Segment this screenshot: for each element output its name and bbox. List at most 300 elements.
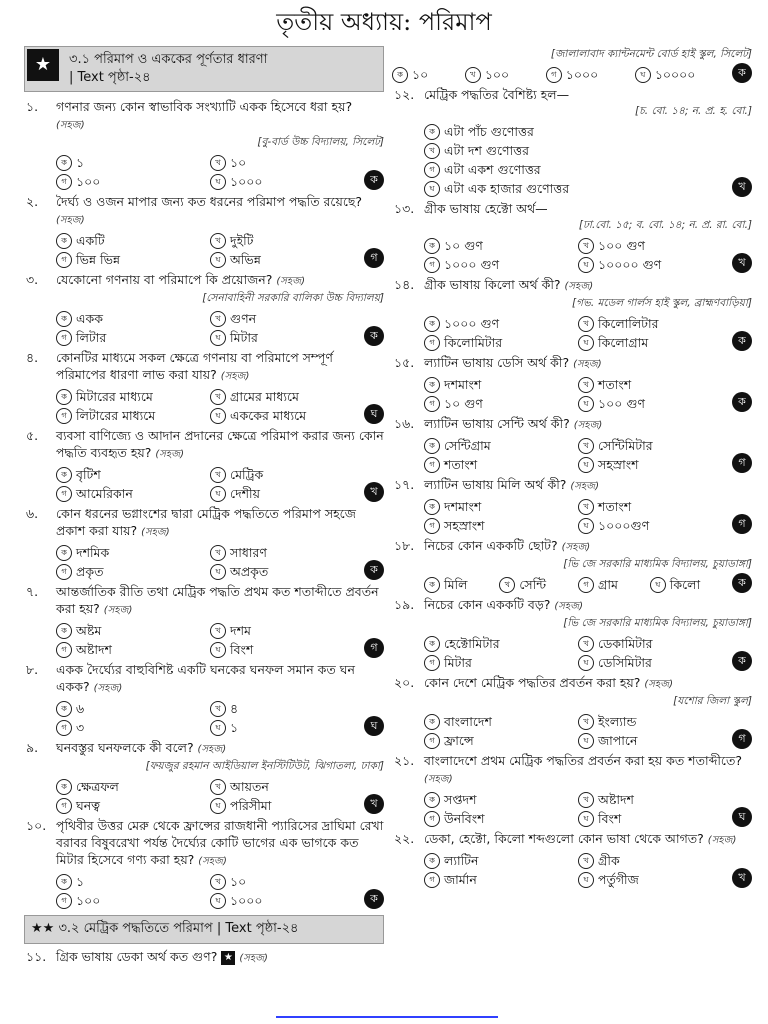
option-4[interactable] — [578, 256, 724, 273]
question-number: ২২. — [394, 831, 415, 846]
option-1[interactable] — [424, 315, 570, 332]
option-marker: ঘ — [578, 811, 594, 827]
option-text: ভিন্ন ভিন্ন — [76, 252, 121, 267]
option-text: পর্তুগীজ — [598, 872, 639, 887]
option-text: সহস্রাংশ — [598, 457, 639, 472]
options — [424, 576, 752, 593]
option-text: মিটার — [444, 655, 472, 670]
option-marker: ক — [424, 714, 440, 730]
option-marker: ক — [424, 853, 440, 869]
option-marker: ঘ — [210, 893, 226, 909]
option-1[interactable] — [56, 544, 202, 561]
source-note: [ভি জে সরকারি মাধ্যমিক বিদ্যালয়, চুয়াডাঙ্গা] — [563, 558, 752, 570]
answer-badge: গ — [364, 638, 384, 658]
option-2[interactable] — [578, 437, 724, 454]
question-number: ১১. — [26, 949, 47, 964]
option-3[interactable] — [56, 797, 202, 814]
option-marker: ঘ — [210, 720, 226, 736]
option-text: এককের মাধ্যমে — [230, 408, 307, 423]
question-text: গ্রীক ভাষায় হেক্টো অর্থ— — [424, 201, 548, 216]
option-1[interactable] — [424, 635, 570, 652]
option-4[interactable] — [210, 797, 356, 814]
option-text: মেট্রিক — [230, 467, 264, 482]
option-4[interactable] — [578, 732, 724, 749]
option-text: ১ — [230, 720, 239, 735]
option-marker: গ — [56, 252, 72, 268]
question-number: ৮. — [26, 662, 39, 677]
option-3[interactable] — [424, 456, 570, 473]
option-text: ১০০ — [76, 174, 101, 189]
question-number: ২১. — [394, 753, 415, 768]
question-text: ল্যাটিন ভাষায় ডেসি অর্থ কী? — [424, 355, 574, 370]
option-3[interactable] — [424, 256, 570, 273]
option-1[interactable] — [424, 852, 570, 869]
option-marker: ঘ — [210, 486, 226, 502]
difficulty-tag: (সহজ) — [570, 481, 599, 492]
question-item — [24, 739, 384, 814]
option-4[interactable] — [210, 485, 356, 502]
option-marker: ক — [424, 316, 440, 332]
option-2[interactable] — [578, 237, 724, 254]
text-page-label: | Text পৃষ্ঠা-২৪ — [216, 921, 299, 936]
option-marker: ক — [56, 623, 72, 639]
star-icon: ★ — [27, 49, 59, 81]
option-marker: ঘ — [210, 642, 226, 658]
difficulty-tag: (সহজ) — [103, 605, 133, 616]
option-4[interactable] — [210, 719, 356, 736]
option-text: একক — [76, 311, 103, 326]
option-marker: গ — [56, 720, 72, 736]
option-text: ঘনত্ব — [76, 798, 101, 813]
option-1[interactable] — [424, 791, 570, 808]
question-number: ১৭. — [394, 477, 415, 492]
option-1[interactable] — [56, 622, 202, 639]
difficulty-tag: (সহজ) — [141, 527, 170, 538]
option-marker: খ — [210, 779, 226, 795]
option-2[interactable] — [210, 466, 356, 483]
option-text: ১০০০ গুণ — [444, 257, 500, 272]
option-marker: ক — [56, 233, 72, 249]
option-2[interactable] — [578, 315, 724, 332]
option-marker: ক — [424, 124, 440, 140]
option-1[interactable] — [424, 437, 570, 454]
option-marker: গ — [424, 518, 440, 534]
options — [392, 66, 752, 83]
option-marker: গ — [424, 335, 440, 351]
difficulty-tag: (সহজ) — [220, 371, 250, 382]
question-number: ১৮. — [394, 538, 415, 553]
answer-badge: খ — [732, 177, 752, 197]
option-2[interactable] — [578, 791, 724, 808]
answer-badge: ক — [732, 651, 752, 671]
option-text: দশমাংশ — [444, 499, 482, 514]
option-2[interactable] — [210, 310, 356, 327]
question-number: ১৯. — [394, 597, 415, 612]
option-marker: ক — [424, 238, 440, 254]
option-text: ক্ষেত্রফল — [76, 779, 119, 794]
option-text: ১০ গুণ — [444, 396, 483, 411]
option-1[interactable] — [56, 873, 202, 890]
difficulty-tag: (সহজ) — [197, 744, 227, 755]
option-1[interactable] — [56, 388, 202, 405]
option-1[interactable] — [424, 123, 724, 140]
question-number: ৩. — [26, 272, 39, 287]
option-2[interactable] — [210, 700, 356, 717]
difficulty-tag: (সহজ) — [573, 420, 603, 431]
option-1[interactable] — [56, 778, 202, 795]
option-text: ১০০০ — [230, 893, 263, 908]
difficulty-tag: (সহজ) — [707, 835, 737, 846]
option-marker: ঘ — [578, 396, 594, 412]
option-text: হেক্টোমিটার — [444, 636, 500, 651]
option-marker: ঘ — [578, 335, 594, 351]
question-item-continued — [392, 46, 752, 83]
option-marker: গ — [424, 396, 440, 412]
question-text: ঘনবস্তুর ঘনফলকে কী বলে? — [56, 740, 198, 755]
source-note: [যশোর জিলা স্কুল] — [673, 695, 752, 707]
option-2[interactable] — [578, 852, 724, 869]
option-4[interactable] — [424, 180, 724, 197]
section-heading: ৩.২ মেট্রিক পদ্ধতিতে পরিমাপ — [58, 921, 213, 936]
option-1[interactable] — [424, 376, 570, 393]
difficulty-tag: (সহজ) — [93, 683, 123, 694]
option-text: ১০০০০ — [654, 67, 696, 82]
option-4[interactable] — [578, 395, 724, 412]
option-marker: খ — [210, 874, 226, 890]
answer-badge: খ — [732, 868, 752, 888]
option-4[interactable] — [578, 334, 724, 351]
option-3[interactable] — [578, 576, 642, 593]
option-text: পরিসীমা — [230, 798, 272, 813]
option-2[interactable] — [578, 713, 724, 730]
option-text: বৃটিশ — [76, 467, 101, 482]
question-text: ডেকা, হেক্টো, কিলো শব্দগুলো কোন ভাষা থেকে আগত? — [424, 831, 708, 846]
double-star-icon: ★★ — [31, 921, 55, 936]
option-marker: ঘ — [578, 872, 594, 888]
option-2[interactable] — [499, 576, 570, 593]
answer-badge: খ — [364, 794, 384, 814]
question-text: গ্রীক ভাষায় কিলো অর্থ কী? — [424, 277, 565, 292]
option-text: দুইটি — [230, 233, 254, 248]
options — [56, 873, 384, 909]
option-4[interactable] — [578, 654, 724, 671]
question-text: যেকোনো গণনায় বা পরিমাপে কি প্রয়োজন? — [56, 272, 277, 287]
option-4[interactable] — [210, 251, 356, 268]
difficulty-tag: (সহজ) — [554, 601, 583, 612]
option-marker: গ — [56, 798, 72, 814]
option-text: ১০ — [230, 155, 247, 170]
option-text: ১০০০০ গুণ — [598, 257, 662, 272]
source-note: [জালালাবাদ ক্যান্টনমেন্ট বোর্ড হাই স্কুল, সিলেট] — [550, 48, 752, 60]
question-item — [392, 354, 752, 412]
question-text: কোন ধরনের ভগ্নাংশের দ্বারা মেট্রিক পদ্ধতিতে পরিমাপ সহজে প্রকাশ করা যায়? — [56, 506, 356, 538]
option-2[interactable] — [424, 142, 724, 159]
option-text: মিটারের মাধ্যমে — [76, 389, 153, 404]
question-item — [24, 349, 384, 424]
option-marker: গ — [424, 162, 440, 178]
option-marker: খ — [210, 155, 226, 171]
question-number: ২. — [26, 194, 39, 209]
option-text: গ্রীক — [598, 853, 620, 868]
option-text: ১০০ গুণ — [598, 238, 645, 253]
option-text: গ্রামের মাধ্যমে — [230, 389, 299, 404]
question-item — [392, 752, 752, 827]
option-marker: গ — [56, 408, 72, 424]
option-2[interactable] — [578, 498, 724, 515]
option-marker: খ — [465, 67, 481, 83]
option-1[interactable] — [424, 576, 491, 593]
option-marker: ক — [424, 792, 440, 808]
option-marker: খ — [578, 316, 594, 332]
question-number: ১৩. — [394, 201, 415, 216]
footer-divider — [276, 1016, 498, 1018]
question-number: ২০. — [394, 675, 415, 690]
option-4[interactable] — [650, 576, 724, 593]
question-item — [392, 200, 752, 273]
option-marker: খ — [578, 853, 594, 869]
option-text: কিলো — [669, 577, 701, 592]
option-3[interactable] — [424, 732, 570, 749]
option-text: ১০০০গুণ — [598, 518, 650, 533]
option-1[interactable] — [56, 466, 202, 483]
option-marker: খ — [210, 701, 226, 717]
option-4[interactable] — [578, 456, 724, 473]
option-4[interactable] — [210, 892, 356, 909]
page-title: তৃতীয় অধ্যায়: পরিমাপ — [276, 8, 492, 36]
option-marker: ঘ — [578, 518, 594, 534]
option-marker: ঘ — [578, 257, 594, 273]
option-2[interactable] — [210, 232, 356, 249]
option-text: সেন্টিমিটার — [598, 438, 653, 453]
option-3[interactable] — [56, 719, 202, 736]
options — [56, 622, 384, 658]
option-2[interactable] — [210, 778, 356, 795]
option-text: ১০০০ — [565, 67, 599, 82]
answer-badge: ক — [364, 560, 384, 580]
option-2[interactable] — [210, 873, 356, 890]
option-3[interactable] — [56, 251, 202, 268]
options — [424, 791, 752, 827]
source-note: [ভি জে সরকারি মাধ্যমিক বিদ্যালয়, চুয়াডাঙ্গা] — [563, 617, 752, 629]
question-item — [392, 86, 752, 197]
options — [56, 700, 384, 736]
difficulty-tag: (সহজ) — [56, 215, 85, 226]
option-4[interactable] — [578, 871, 724, 888]
question-item — [24, 948, 384, 967]
source-note: [সেনাবাহিনী সরকারি বালিকা উচ্চ বিদ্যালয়] — [202, 292, 384, 304]
option-marker: ক — [56, 779, 72, 795]
answer-badge: গ — [732, 453, 752, 473]
option-marker: খ — [210, 389, 226, 405]
option-1[interactable] — [56, 310, 202, 327]
option-3[interactable] — [56, 641, 202, 658]
option-marker: গ — [56, 486, 72, 502]
option-marker: গ — [56, 330, 72, 346]
option-text: ১০০ — [76, 893, 101, 908]
option-3[interactable] — [56, 173, 202, 190]
option-1[interactable] — [56, 232, 202, 249]
option-text: দশম — [230, 623, 251, 638]
option-marker: ক — [424, 636, 440, 652]
question-item — [392, 596, 752, 671]
source-note: [ফয়জুর রহমান আইডিয়াল ইনস্টিটিউট, ঝিগাতলা, ঢাকা] — [145, 760, 384, 772]
option-text: প্রকৃত — [76, 564, 104, 579]
option-3[interactable] — [424, 810, 570, 827]
question-number: ৭. — [26, 584, 39, 599]
option-3[interactable] — [56, 407, 202, 424]
question-item — [24, 583, 384, 658]
answer-badge: গ — [732, 514, 752, 534]
option-text: মিলি — [444, 577, 468, 592]
difficulty-tag: (সহজ) — [573, 359, 602, 370]
option-marker: ঘ — [210, 408, 226, 424]
option-4[interactable] — [210, 329, 356, 346]
option-text: ডেসিমিটার — [598, 655, 652, 670]
option-3[interactable] — [56, 892, 202, 909]
question-text: মেট্রিক পদ্ধতির বৈশিষ্ট্য হল— — [424, 87, 570, 102]
option-marker: ক — [56, 874, 72, 890]
option-3[interactable] — [424, 161, 724, 178]
question-item — [24, 193, 384, 268]
options — [424, 852, 752, 888]
option-3[interactable] — [424, 395, 570, 412]
option-text: ১০০০ গুণ — [444, 316, 500, 331]
option-4[interactable] — [210, 407, 356, 424]
option-2[interactable] — [210, 388, 356, 405]
option-text: সেন্টি — [519, 577, 547, 592]
option-3[interactable] — [56, 563, 202, 580]
answer-badge: খ — [364, 482, 384, 502]
option-text: সপ্তদশ — [444, 792, 477, 807]
option-marker: ক — [56, 701, 72, 717]
option-text: বিংশ — [230, 642, 254, 657]
option-text: উনবিংশ — [444, 811, 485, 826]
option-2[interactable] — [210, 154, 356, 171]
answer-badge: ক — [364, 170, 384, 190]
question-item — [392, 276, 752, 351]
option-text: ১০ গুণ — [444, 238, 483, 253]
option-2[interactable] — [210, 544, 356, 561]
option-3[interactable] — [56, 329, 202, 346]
options — [56, 778, 384, 814]
question-item — [392, 476, 752, 534]
question-text: আন্তর্জাতিক রীতি তথা মেট্রিক পদ্ধতি প্রথম কত শতাব্দীতে প্রবর্তন করা হয়? — [56, 584, 379, 616]
option-4[interactable] — [210, 173, 356, 190]
option-2[interactable] — [465, 66, 538, 83]
option-marker: ঘ — [578, 457, 594, 473]
difficulty-tag: (সহজ) — [644, 679, 674, 690]
answer-badge: ঘ — [732, 807, 752, 827]
left-column — [24, 46, 384, 970]
option-text: অষ্টাদশ — [598, 792, 634, 807]
section-header-3-2 — [24, 915, 384, 944]
option-4[interactable] — [210, 641, 356, 658]
option-text: লিটার — [76, 330, 107, 345]
option-marker: খ — [210, 623, 226, 639]
options — [56, 466, 384, 502]
option-marker: গ — [578, 577, 594, 593]
option-marker: ক — [56, 467, 72, 483]
question-number: ৬. — [26, 506, 39, 521]
options — [424, 713, 752, 749]
option-marker: গ — [424, 811, 440, 827]
option-marker: ক — [424, 377, 440, 393]
option-text: বিংশ — [598, 811, 622, 826]
question-number: ১২. — [394, 87, 415, 102]
options — [424, 123, 752, 197]
option-1[interactable] — [424, 498, 570, 515]
option-marker: ক — [424, 577, 440, 593]
option-marker: ঘ — [635, 67, 651, 83]
option-3[interactable] — [424, 654, 570, 671]
option-3[interactable] — [546, 66, 627, 83]
option-3[interactable] — [424, 517, 570, 534]
option-marker: ক — [56, 311, 72, 327]
option-text: মিটার — [230, 330, 258, 345]
option-text: ৩ — [76, 720, 85, 735]
option-4[interactable] — [578, 810, 724, 827]
option-text: এটা একশ গুণোত্তর — [444, 162, 541, 177]
difficulty-tag: (সহজ) — [56, 120, 85, 131]
question-text: গণনার জন্য কোন স্বাভাবিক সংখ্যাটি একক হিসেবে ধরা হয়? — [56, 99, 353, 114]
answer-badge: ঘ — [364, 716, 384, 736]
option-2[interactable] — [210, 622, 356, 639]
option-text: সাধারণ — [230, 545, 267, 560]
option-marker: গ — [546, 67, 562, 83]
option-4[interactable] — [635, 66, 724, 83]
option-4[interactable] — [210, 563, 356, 580]
option-3[interactable] — [56, 485, 202, 502]
option-marker: ঘ — [650, 577, 666, 593]
option-1[interactable] — [392, 66, 457, 83]
option-2[interactable] — [578, 635, 724, 652]
option-2[interactable] — [578, 376, 724, 393]
question-item — [392, 674, 752, 749]
option-1[interactable] — [424, 237, 570, 254]
question-item — [24, 505, 384, 580]
options — [56, 232, 384, 268]
question-number: ১৪. — [394, 277, 415, 292]
answer-badge: ক — [732, 573, 752, 593]
option-text: সহস্রাংশ — [444, 518, 485, 533]
option-1[interactable] — [56, 700, 202, 717]
option-marker: ক — [392, 67, 408, 83]
answer-badge: ঘ — [364, 404, 384, 424]
question-item — [24, 817, 384, 909]
option-text: লিটারের মাধ্যমে — [76, 408, 156, 423]
option-marker: খ — [210, 545, 226, 561]
options — [424, 376, 752, 412]
option-3[interactable] — [424, 334, 570, 351]
options — [424, 635, 752, 671]
question-list-right — [392, 86, 752, 888]
question-item — [24, 427, 384, 502]
question-text: পৃথিবীর উত্তর মেরু থেকে ফ্রান্সের রাজধানী প্যারিসের দ্রাঘিমা রেখা বরাবর বিষুবরেখা পর্যন্ত দৈর্ঘ্যের কোটি ভাগের এক ভাগকে কত মিটার হিসেবে গণ্য করা হয়? — [56, 818, 384, 867]
option-text: কিলোগ্রাম — [598, 335, 649, 350]
question-text: কোনটির মাধ্যমে সকল ক্ষেত্রে গণনায় বা পরিমাপে সম্পূর্ণ পরিমাপের ধারণা লাভ করা যায়? — [56, 350, 333, 382]
option-text: গুণন — [230, 311, 257, 326]
option-3[interactable] — [424, 871, 570, 888]
option-1[interactable] — [424, 713, 570, 730]
question-text: দৈর্ঘ্য ও ওজন মাপার জন্য কত ধরনের পরিমাপ পদ্ধতি রয়েছে? — [56, 194, 363, 209]
option-text: কিলোলিটার — [598, 316, 659, 331]
option-1[interactable] — [56, 154, 202, 171]
option-text: অষ্টাদশ — [76, 642, 112, 657]
option-text: ১০০০ — [230, 174, 263, 189]
difficulty-tag: (সহজ) — [276, 276, 305, 287]
option-marker: খ — [578, 438, 594, 454]
option-4[interactable] — [578, 517, 724, 534]
